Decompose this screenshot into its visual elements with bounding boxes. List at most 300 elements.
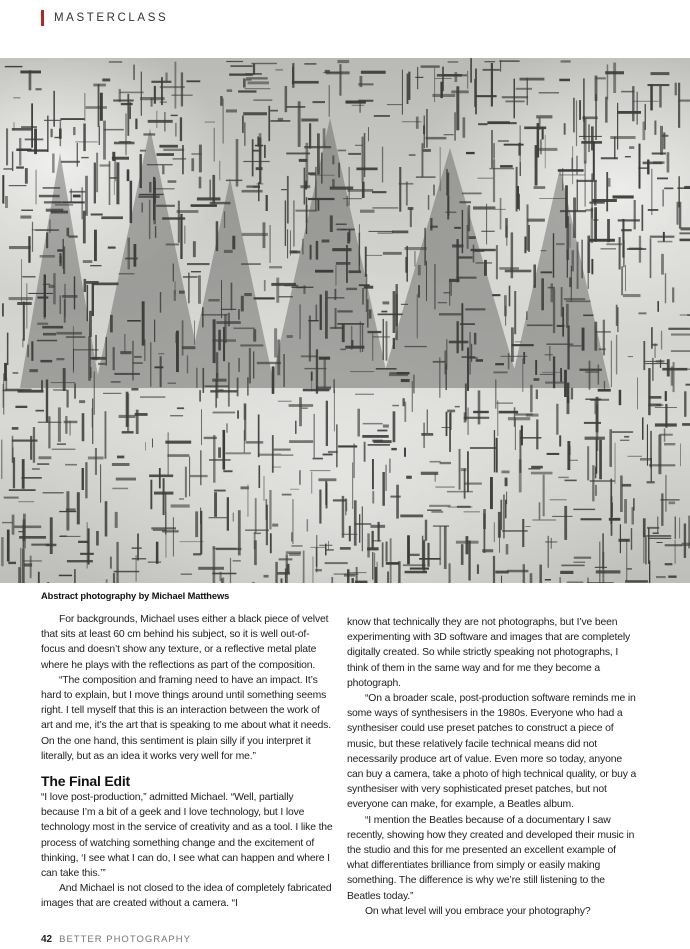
crack-mark (281, 578, 283, 583)
crack-mark (70, 421, 71, 436)
crack-mark (228, 362, 230, 406)
crack-mark (406, 182, 408, 206)
crack-mark (241, 486, 249, 489)
crack-mark (253, 351, 254, 378)
crack-mark (357, 409, 360, 437)
crack-mark (56, 332, 82, 335)
crack-mark (550, 499, 567, 500)
crack-mark (190, 475, 208, 477)
crack-mark (349, 572, 367, 573)
crack-mark (191, 153, 201, 154)
crack-mark (515, 413, 532, 415)
crack-mark (348, 153, 361, 155)
crack-mark (137, 534, 139, 561)
crack-mark (282, 494, 292, 496)
crack-mark (162, 165, 164, 174)
crack-mark (238, 309, 240, 320)
crack-mark (559, 577, 561, 583)
crack-mark (71, 189, 72, 203)
crack-mark (412, 381, 413, 412)
crack-mark (639, 144, 641, 189)
crack-mark (428, 195, 430, 210)
crack-mark (582, 328, 585, 351)
crack-mark (474, 333, 477, 345)
crack-mark (338, 163, 340, 178)
crack-mark (421, 65, 440, 67)
crack-mark (92, 357, 106, 360)
crack-mark (63, 368, 66, 391)
crack-mark (266, 195, 268, 211)
crack-mark (330, 215, 333, 232)
crack-mark (448, 62, 459, 63)
crack-mark (406, 476, 412, 479)
crack-mark (652, 153, 666, 155)
crack-mark (347, 196, 348, 207)
crack-mark (245, 530, 269, 531)
crack-mark (584, 422, 601, 424)
crack-mark (487, 121, 509, 124)
crack-mark (151, 98, 153, 107)
crack-mark (175, 333, 176, 344)
crack-mark (41, 380, 43, 390)
crack-mark (579, 100, 581, 120)
crack-mark (680, 239, 690, 242)
crack-mark (223, 327, 225, 361)
crack-mark (319, 490, 321, 524)
crack-mark (545, 135, 546, 169)
crack-mark (220, 96, 223, 106)
crack-mark (285, 201, 286, 247)
crack-mark (218, 330, 221, 351)
crack-mark (334, 574, 359, 575)
crack-mark (367, 299, 369, 327)
crack-mark (214, 128, 215, 162)
crack-mark (476, 359, 483, 362)
crack-mark (221, 280, 222, 318)
crack-mark (451, 90, 468, 93)
crack-mark (533, 265, 536, 288)
crack-mark (60, 121, 62, 146)
crack-mark (637, 378, 638, 410)
crack-mark (455, 72, 458, 82)
crack-mark (102, 79, 110, 82)
crack-mark (56, 358, 64, 360)
crack-mark (270, 533, 272, 553)
crack-mark (144, 339, 145, 361)
crack-mark (55, 204, 73, 205)
crack-mark (209, 517, 227, 518)
crack-mark (433, 361, 446, 363)
crack-mark (147, 164, 173, 165)
section-label: MASTERCLASS (54, 11, 169, 24)
crack-mark (171, 115, 178, 116)
crack-mark (424, 228, 425, 266)
crack-mark (569, 345, 581, 346)
crack-mark (356, 168, 377, 171)
crack-mark (233, 560, 241, 561)
crack-mark (556, 243, 565, 245)
crack-mark (338, 150, 346, 152)
crack-mark (588, 124, 590, 152)
crack-mark (493, 159, 495, 202)
crack-mark (477, 564, 479, 574)
crack-mark (106, 579, 108, 583)
crack-mark (599, 440, 602, 480)
crack-mark (414, 251, 415, 266)
crack-mark (114, 142, 135, 145)
crack-mark (682, 543, 690, 546)
crack-mark (140, 154, 142, 188)
crack-mark (270, 110, 278, 112)
crack-mark (651, 169, 652, 215)
crack-mark (110, 557, 112, 569)
crack-mark (12, 128, 32, 131)
crack-mark (650, 238, 652, 278)
crack-mark (32, 222, 33, 252)
crack-mark (594, 207, 597, 242)
crack-mark (442, 427, 451, 428)
crack-mark (153, 178, 156, 225)
crack-mark (656, 576, 666, 578)
crack-mark (590, 400, 600, 401)
crack-mark (209, 180, 211, 199)
crack-mark (372, 440, 383, 442)
crack-mark (173, 264, 174, 282)
crack-mark (233, 513, 234, 522)
crack-mark (39, 456, 52, 459)
crack-mark (252, 139, 254, 176)
crack-mark (506, 226, 507, 246)
crack-mark (369, 231, 394, 232)
crack-mark (584, 118, 587, 164)
crack-mark (363, 423, 383, 425)
crack-mark (160, 102, 167, 103)
crack-mark (220, 572, 222, 581)
crack-mark (149, 200, 151, 240)
crack-mark (79, 400, 85, 403)
crack-mark (454, 112, 455, 140)
crack-mark (526, 311, 527, 320)
crack-mark (459, 449, 461, 490)
crack-mark (546, 344, 573, 345)
crack-mark (345, 346, 364, 349)
crack-mark (616, 335, 617, 375)
crack-mark (171, 504, 190, 507)
crack-mark (165, 73, 167, 82)
crack-mark (498, 512, 501, 538)
crack-mark (329, 85, 330, 117)
crack-mark (623, 240, 625, 267)
crack-mark (505, 306, 506, 326)
crack-mark (668, 328, 690, 330)
crack-mark (431, 511, 443, 512)
crack-mark (259, 465, 261, 488)
crack-mark (203, 368, 205, 393)
crack-mark (81, 157, 89, 158)
crack-mark (530, 385, 533, 413)
crack-mark (359, 514, 360, 543)
crack-mark (558, 477, 569, 478)
crack-mark (283, 354, 285, 387)
crack-mark (502, 96, 528, 98)
crack-mark (268, 106, 270, 142)
crack-mark (311, 372, 313, 381)
crack-mark (2, 303, 4, 316)
crack-mark (658, 435, 661, 474)
crack-mark (264, 145, 266, 158)
crack-mark (105, 501, 108, 536)
crack-mark (416, 177, 436, 178)
crack-mark (274, 449, 291, 451)
crack-mark (440, 462, 451, 464)
crack-mark (160, 292, 161, 313)
crack-mark (115, 158, 116, 182)
crack-mark (82, 413, 85, 441)
crack-mark (53, 273, 56, 304)
crack-mark (607, 64, 609, 99)
crack-mark (191, 271, 201, 272)
crack-mark (281, 189, 287, 190)
crack-mark (223, 470, 232, 472)
crack-mark (201, 314, 227, 315)
crack-mark (234, 328, 255, 330)
crack-mark (20, 216, 31, 219)
crack-mark (561, 287, 563, 317)
crack-mark (355, 394, 374, 395)
crack-mark (213, 435, 215, 483)
crack-mark (232, 236, 235, 250)
crack-mark (520, 125, 521, 162)
crack-mark (134, 356, 142, 358)
crack-mark (362, 435, 388, 438)
crack-mark (315, 270, 333, 273)
crack-mark (527, 219, 545, 222)
crack-mark (248, 81, 270, 84)
crack-mark (98, 363, 105, 365)
crack-mark (433, 185, 435, 196)
crack-mark (648, 209, 659, 211)
crack-mark (210, 390, 237, 392)
crack-mark (612, 431, 633, 433)
crack-mark (7, 333, 8, 366)
crack-mark (568, 460, 578, 461)
crack-mark (447, 491, 473, 493)
crack-mark (1, 537, 4, 566)
crack-mark (564, 298, 585, 300)
crack-mark (154, 86, 156, 104)
crack-mark (30, 556, 32, 578)
crack-mark (84, 279, 87, 292)
crack-mark (316, 241, 319, 260)
crack-mark (564, 123, 566, 135)
crack-mark (415, 77, 423, 78)
crack-mark (491, 130, 493, 168)
crack-mark (60, 295, 62, 314)
crack-mark (460, 201, 472, 203)
crack-mark (404, 448, 406, 457)
crack-mark (330, 187, 353, 190)
crack-mark (296, 287, 306, 289)
crack-mark (505, 500, 507, 519)
crack-mark (170, 415, 183, 416)
crack-mark (493, 556, 495, 583)
crack-mark (110, 315, 113, 333)
crack-mark (223, 430, 226, 470)
crack-mark (606, 243, 622, 245)
crack-mark (507, 570, 528, 573)
crack-mark (642, 417, 644, 439)
crack-mark (90, 367, 91, 378)
section-accent-bar (41, 10, 44, 26)
crack-mark (186, 80, 200, 82)
crack-mark (253, 64, 255, 75)
crack-mark (409, 154, 416, 156)
crack-mark (476, 262, 493, 263)
crack-mark (536, 390, 538, 400)
crack-mark (132, 558, 146, 559)
crack-mark (540, 374, 555, 375)
crack-mark (383, 252, 402, 255)
crack-mark (65, 416, 67, 434)
crack-mark (51, 211, 68, 214)
crack-mark (21, 477, 41, 479)
crack-mark (1, 440, 2, 479)
crack-mark (579, 136, 602, 137)
crack-mark (83, 124, 86, 152)
crack-mark (293, 200, 295, 246)
crack-mark (278, 118, 283, 121)
crack-mark (340, 547, 351, 550)
crack-mark (242, 116, 244, 133)
crack-mark (389, 372, 403, 374)
crack-mark (594, 322, 597, 351)
crack-mark (225, 452, 251, 454)
crack-mark (112, 463, 130, 466)
crack-mark (372, 491, 374, 503)
crack-mark (383, 319, 384, 360)
crack-mark (325, 70, 330, 73)
crack-mark (309, 316, 311, 362)
article-column-right (347, 615, 639, 919)
crack-mark (623, 294, 641, 297)
crack-mark (444, 134, 454, 135)
crack-mark (496, 245, 498, 279)
crack-mark (125, 113, 126, 155)
crack-mark (514, 407, 516, 427)
crack-mark (466, 536, 469, 554)
crack-mark (244, 122, 245, 145)
crack-mark (244, 404, 246, 441)
crack-mark (35, 229, 59, 230)
crack-mark (577, 180, 597, 182)
crack-mark (182, 320, 184, 355)
crack-mark (77, 492, 80, 524)
crack-mark (392, 231, 408, 234)
crack-mark (59, 575, 72, 577)
crack-mark (184, 226, 185, 244)
crack-mark (199, 145, 202, 173)
crack-mark (427, 409, 428, 433)
crack-mark (127, 320, 141, 322)
crack-mark (19, 138, 21, 166)
crack-mark (324, 358, 327, 387)
crack-mark (307, 519, 309, 531)
crack-mark (491, 63, 493, 107)
crack-mark (551, 283, 554, 302)
crack-mark (679, 202, 681, 229)
crack-mark (651, 327, 653, 349)
crack-mark (279, 558, 293, 560)
crack-mark (585, 399, 601, 400)
crack-mark (625, 580, 648, 583)
crack-mark (461, 544, 464, 565)
crack-mark (500, 165, 513, 168)
crack-mark (237, 378, 239, 397)
crack-mark (60, 118, 84, 120)
crack-mark (470, 332, 471, 375)
crack-mark (208, 299, 219, 302)
crack-mark (151, 81, 171, 83)
crack-mark (490, 477, 493, 509)
crack-mark (649, 464, 675, 466)
crack-mark (140, 150, 146, 152)
crack-mark (404, 402, 406, 422)
crack-mark (91, 214, 103, 216)
crack-mark (200, 511, 202, 554)
crack-mark (372, 531, 374, 548)
crack-mark (303, 551, 305, 584)
crack-mark (66, 491, 69, 530)
crack-mark (346, 502, 347, 511)
crack-mark (74, 383, 76, 398)
crack-mark (628, 356, 633, 357)
crack-mark (86, 106, 107, 109)
crack-mark (553, 289, 555, 334)
crack-mark (238, 90, 256, 92)
crack-mark (168, 383, 176, 384)
crack-mark (214, 490, 226, 492)
crack-mark (677, 369, 690, 370)
crack-mark (434, 264, 435, 309)
crack-mark (422, 536, 423, 570)
crack-mark (197, 197, 221, 200)
crack-mark (381, 311, 387, 313)
crack-mark (36, 410, 45, 412)
crack-mark (372, 332, 373, 361)
crack-mark (126, 392, 129, 427)
crack-mark (418, 265, 421, 275)
crack-mark (390, 538, 392, 583)
crack-mark (508, 353, 510, 369)
crack-mark (69, 191, 85, 193)
crack-mark (645, 535, 647, 564)
subheading: The Final Edit (41, 773, 130, 790)
crack-mark (281, 454, 293, 456)
crack-mark (457, 321, 459, 353)
crack-mark (258, 415, 260, 458)
crack-mark (13, 97, 20, 98)
crack-mark (151, 527, 176, 529)
crack-mark (87, 285, 89, 321)
crack-mark (149, 182, 151, 193)
crack-mark (439, 526, 441, 565)
crack-mark (536, 419, 538, 449)
crack-mark (219, 161, 220, 181)
crack-mark (311, 547, 326, 548)
crack-mark (460, 323, 475, 325)
crack-mark (349, 230, 351, 242)
crack-mark (421, 472, 438, 475)
